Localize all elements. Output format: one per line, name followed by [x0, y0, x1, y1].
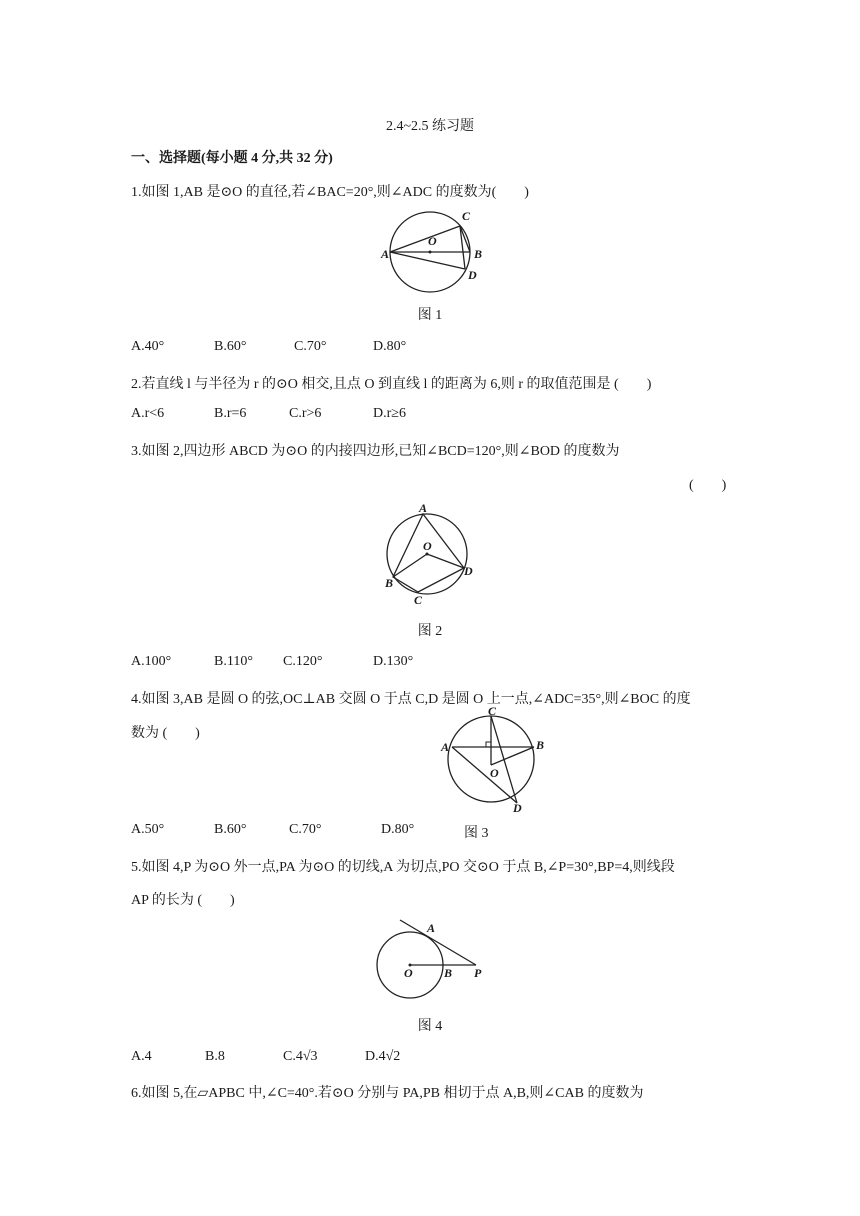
fig4-tangent-pa: [400, 920, 476, 965]
figure-4-caption: 图 4: [417, 1019, 443, 1034]
fig2-label-a: A: [419, 501, 428, 515]
fig3-label-o: O: [490, 766, 499, 780]
figure-1: [378, 203, 488, 293]
fig2-label-o: O: [423, 539, 432, 553]
q4-text-cont: 数为 ( ): [131, 726, 200, 741]
q5-option-b[interactable]: B.8: [205, 1049, 225, 1064]
doc-title: 2.4~2.5 练习题: [385, 119, 475, 134]
q5-text-cont: AP 的长为 ( ): [131, 893, 235, 908]
q2-text: 2.若直线 l 与半径为 r 的⊙O 相交,且点 O 到直线 l 的距离为 6,则 r 的取值范围是 ( ): [131, 377, 652, 392]
fig1-chord-ad: [390, 252, 465, 269]
fig2-label-d: D: [464, 564, 473, 578]
fig2-quadrilateral: [393, 514, 464, 592]
fig3-chord-ad: [452, 747, 517, 803]
q6-text: 6.如图 5,在▱APBC 中,∠C=40°.若⊙O 分别与 PA,PB 相切于点 A,B,则∠CAB 的度数为: [131, 1086, 644, 1101]
fig3-label-c: C: [488, 704, 497, 718]
q3-option-c[interactable]: C.120°: [283, 654, 323, 669]
q1-text: 1.如图 1,AB 是⊙O 的直径,若∠BAC=20°,则∠ADC 的度数为( ): [131, 185, 529, 200]
figure-2-caption: 图 2: [417, 624, 443, 639]
q4-option-b[interactable]: B.60°: [214, 822, 247, 837]
fig3-right-angle: [486, 742, 491, 747]
fig1-label-o: O: [428, 234, 437, 248]
fig1-label-c: C: [462, 209, 471, 223]
fig1-chord-ac: [390, 226, 460, 252]
q5-text: 5.如图 4,P 为⊙O 外一点,PA 为⊙O 的切线,A 为切点,PO 交⊙O 于点 B,∠P=30°,BP=4,则线段: [131, 860, 675, 875]
fig4-label-p: P: [474, 966, 482, 980]
q2-option-c[interactable]: C.r>6: [289, 406, 322, 421]
fig3-radius-ob: [491, 747, 534, 765]
fig2-label-b: B: [385, 576, 394, 590]
figure-2: [380, 500, 490, 610]
figure-1-caption: 图 1: [417, 308, 443, 323]
fig2-label-c: C: [414, 593, 423, 607]
fig4-label-a: A: [427, 921, 436, 935]
q4-option-d[interactable]: D.80°: [381, 822, 415, 837]
q3-answer-bracket: ( ): [689, 478, 727, 493]
q5-option-a[interactable]: A.4: [131, 1049, 152, 1064]
q4-text: 4.如图 3,AB 是圆 O 的弦,OC⊥AB 交圆 O 于点 C,D 是圆 O 上一点,∠ADC=35°,则∠BOC 的度: [131, 692, 691, 707]
fig4-label-o: O: [404, 966, 413, 980]
q3-text: 3.如图 2,四边形 ABCD 为⊙O 的内接四边形,已知∠BCD=120°,则∠BOD 的度数为: [131, 444, 620, 459]
q3-option-a[interactable]: A.100°: [131, 654, 172, 669]
q1-option-d[interactable]: D.80°: [373, 339, 407, 354]
section-heading: 一、选择题(每小题 4 分,共 32 分): [131, 151, 333, 166]
q3-option-b[interactable]: B.110°: [214, 654, 253, 669]
fig4-label-b: B: [444, 966, 453, 980]
fig3-label-b: B: [536, 738, 545, 752]
q1-option-c[interactable]: C.70°: [294, 339, 327, 354]
fig1-label-b: B: [474, 247, 483, 261]
q1-option-a[interactable]: A.40°: [131, 339, 165, 354]
fig1-label-d: D: [468, 268, 477, 282]
q4-option-c[interactable]: C.70°: [289, 822, 322, 837]
fig1-center: [429, 251, 432, 254]
q1-option-b[interactable]: B.60°: [214, 339, 247, 354]
figure-4: [370, 915, 500, 1005]
fig3-chord-cd: [491, 716, 517, 803]
fig3-label-d: D: [513, 801, 522, 815]
q2-option-d[interactable]: D.r≥6: [373, 406, 406, 421]
q5-option-c[interactable]: C.4√3: [283, 1049, 318, 1064]
fig3-label-a: A: [441, 740, 450, 754]
q5-option-d[interactable]: D.4√2: [365, 1049, 401, 1064]
q2-option-a[interactable]: A.r<6: [131, 406, 165, 421]
q3-option-d[interactable]: D.130°: [373, 654, 414, 669]
figure-3-caption: 图 3: [464, 826, 489, 841]
q2-option-b[interactable]: B.r=6: [214, 406, 247, 421]
fig1-label-a: A: [381, 247, 390, 261]
q4-option-a[interactable]: A.50°: [131, 822, 165, 837]
figure-3: [438, 705, 553, 815]
